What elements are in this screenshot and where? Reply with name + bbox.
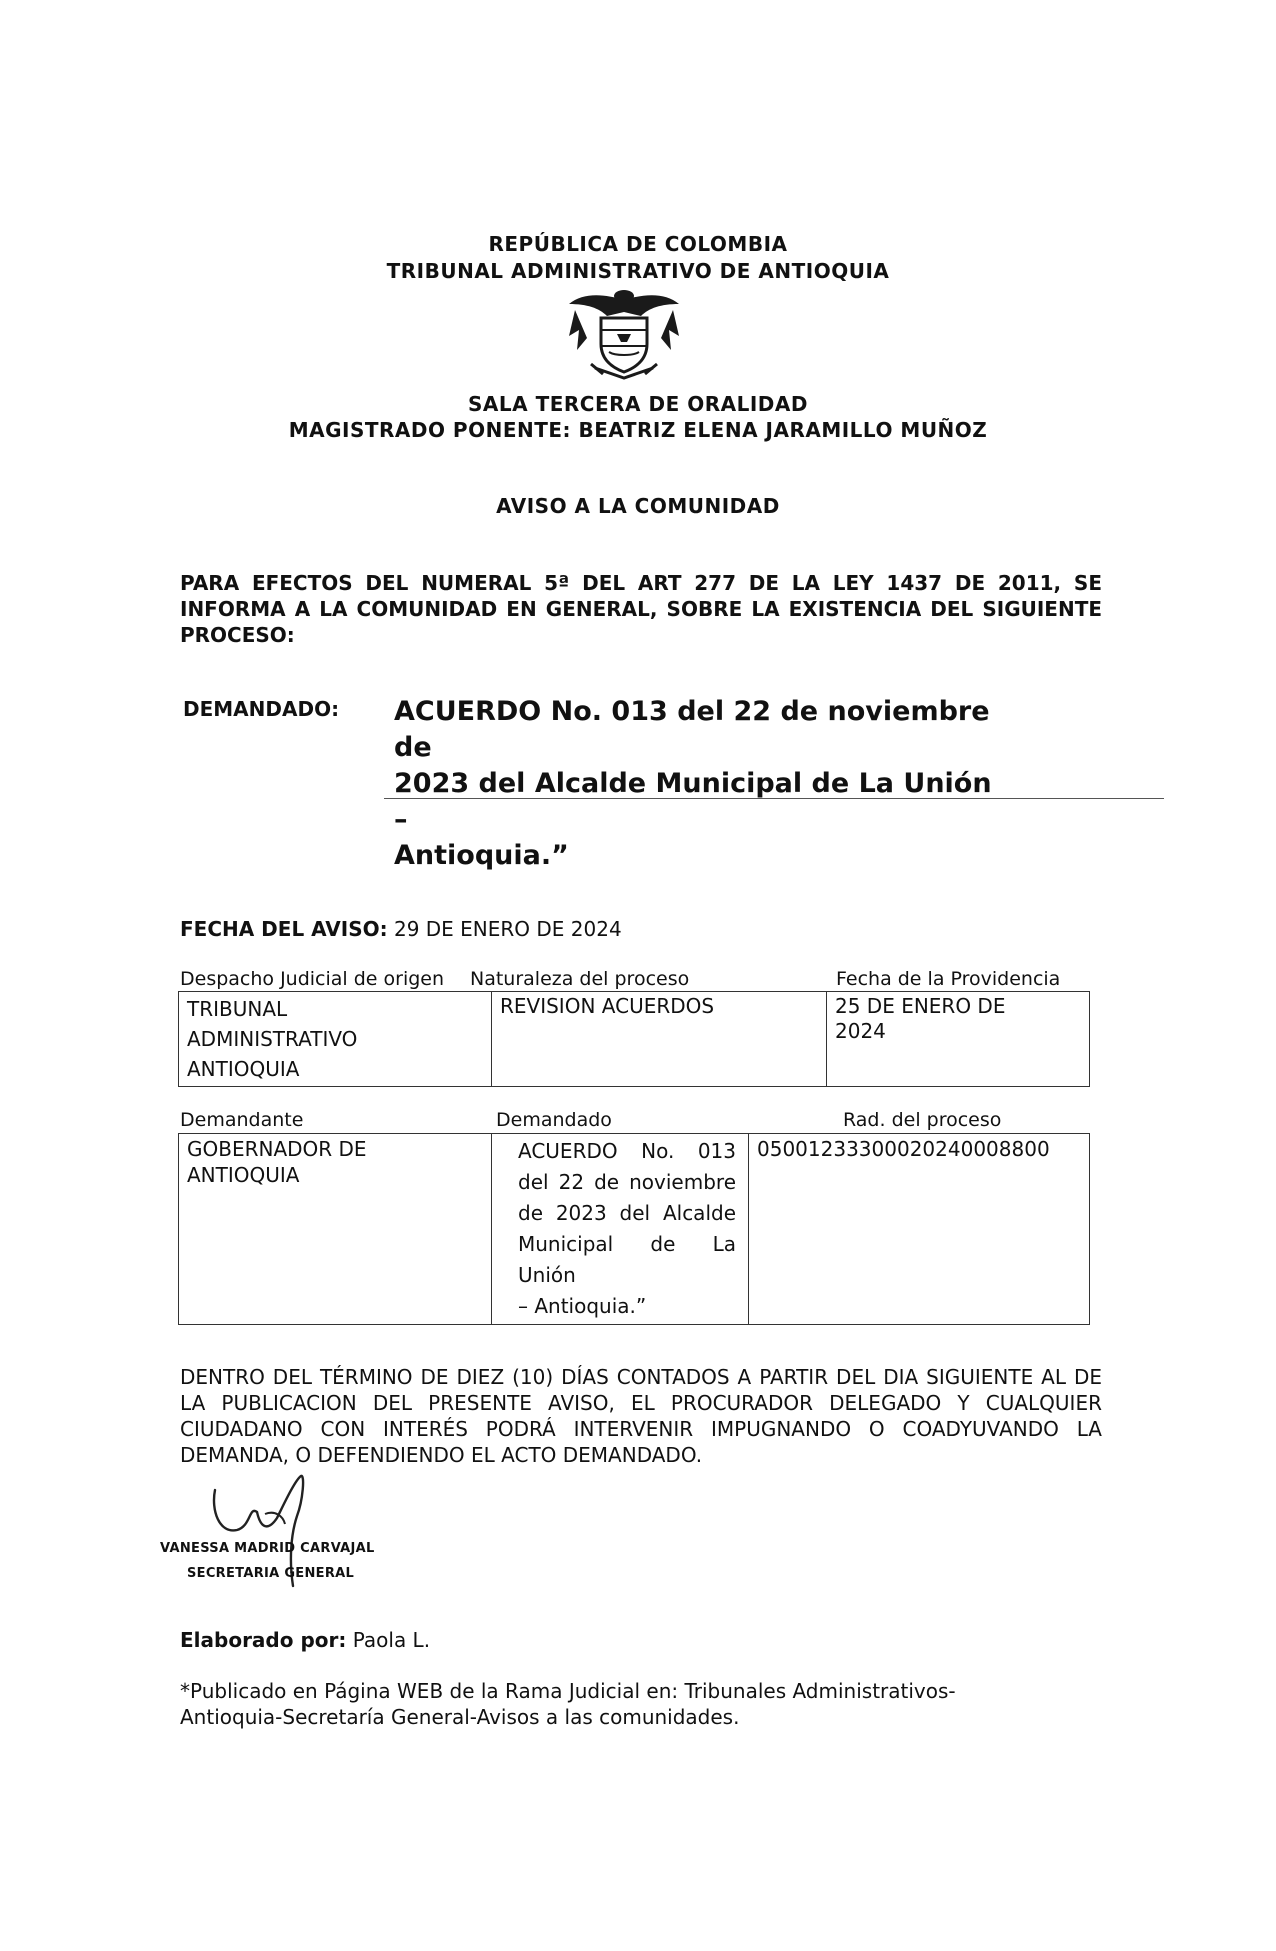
- t2-demandado-line: – Antioquia.”: [518, 1294, 647, 1318]
- publicado-line-1: *Publicado en Página WEB de la Rama Judicial en: Tribunales Administrativos-: [180, 1679, 956, 1703]
- t2-demandado-line: de 2023 del Alcalde: [518, 1201, 736, 1225]
- t1-cell-naturaleza: REVISION ACUERDOS: [492, 992, 827, 1087]
- t1-header-despacho: Despacho Judicial de origen: [180, 968, 445, 990]
- demandado-line-1: ACUERDO No. 013 del 22 de noviembre de: [394, 696, 990, 763]
- demandado-title: [394, 694, 994, 874]
- t1-despacho-line: ADMINISTRATIVO: [187, 1027, 358, 1051]
- publicado-note: [180, 1678, 956, 1730]
- t1-header-naturaleza: Naturaleza del proceso: [470, 968, 690, 990]
- table-partes: [178, 1133, 1090, 1325]
- elaborado-value: Paola L.: [352, 1628, 431, 1652]
- t2-cell-demandado: [492, 1134, 749, 1325]
- t1-header-fecha: Fecha de la Providencia: [836, 968, 1061, 990]
- signature-name: VANESSA MADRID CARVAJAL: [160, 1541, 375, 1556]
- t2-demandante-line: ANTIOQUIA: [187, 1163, 300, 1187]
- publicado-line-2: Antioquia-Secretaría General-Avisos a las comunidades.: [180, 1705, 740, 1729]
- t2-header-demandado: Demandado: [496, 1109, 612, 1131]
- intro-paragraph: PARA EFECTOS DEL NUMERAL 5ª DEL ART 277 DE LA LEY 1437 DE 2011, SE INFORMA A LA COMUNIDAD EN GENERAL, SOBRE LA EXISTENCIA DEL SIGUIENTE PROCESO:: [180, 571, 1102, 647]
- demandado-line-3: Antioquia.”: [394, 840, 569, 871]
- signature-role: SECRETARIA GENERAL: [187, 1566, 355, 1581]
- t2-demandado-line: del 22 de noviembre: [518, 1170, 736, 1194]
- elaborado-label: Elaborado por:: [180, 1628, 347, 1652]
- coat-of-arms-icon: [565, 286, 683, 382]
- t1-despacho-line: ANTIOQUIA: [187, 1057, 300, 1081]
- t1-despacho-line: TRIBUNAL: [187, 997, 288, 1021]
- notice-title: AVISO A LA COMUNIDAD: [496, 494, 780, 518]
- elaborado: [180, 1628, 430, 1652]
- demandado-line-2: 2023 del Alcalde Municipal de La Unión –: [394, 768, 992, 835]
- t2-demandado-line: Municipal de La Unión: [518, 1232, 736, 1287]
- t2-cell-demandante: [179, 1134, 492, 1325]
- underline-divider: [384, 798, 1164, 799]
- header-sala: SALA TERCERA DE ORALIDAD: [468, 392, 808, 416]
- t2-header-radicado: Rad. del proceso: [843, 1109, 1002, 1131]
- t2-demandado-line: ACUERDO No. 013: [518, 1139, 736, 1163]
- fecha-aviso: [180, 917, 622, 941]
- t1-cell-fecha: [827, 992, 1090, 1087]
- t2-cell-radicado: 05001233300020240008800: [749, 1134, 1090, 1325]
- fecha-aviso-label: FECHA DEL AVISO:: [180, 917, 388, 941]
- header-magistrado: MAGISTRADO PONENTE: BEATRIZ ELENA JARAMILLO MUÑOZ: [288, 418, 988, 442]
- t2-header-demandante: Demandante: [180, 1109, 304, 1131]
- demandado-label: DEMANDADO:: [183, 697, 340, 721]
- closing-paragraph: DENTRO DEL TÉRMINO DE DIEZ (10) DÍAS CONTADOS A PARTIR DEL DIA SIGUIENTE AL DE LA PUBLICACION DEL PRESENTE AVISO, EL PROCURADOR DELEGADO Y CUALQUIER CIUDADANO CON INTERÉS PODRÁ INTERVENIR IMPUGNANDO O COADYUVANDO LA DEMANDA, O DEFENDIENDO EL ACTO DEMANDADO.: [180, 1365, 1102, 1467]
- t1-fecha-line: 25 DE ENERO DE: [835, 994, 1006, 1018]
- header-republic: REPÚBLICA DE COLOMBIA: [488, 232, 788, 256]
- t1-fecha-line: 2024: [835, 1019, 886, 1043]
- t1-cell-despacho: [179, 992, 492, 1087]
- table-proceso: [178, 991, 1090, 1087]
- header-tribunal: TRIBUNAL ADMINISTRATIVO DE ANTIOQUIA: [386, 259, 890, 283]
- fecha-aviso-value: 29 DE ENERO DE 2024: [393, 917, 622, 941]
- t2-demandante-line: GOBERNADOR DE: [187, 1137, 367, 1161]
